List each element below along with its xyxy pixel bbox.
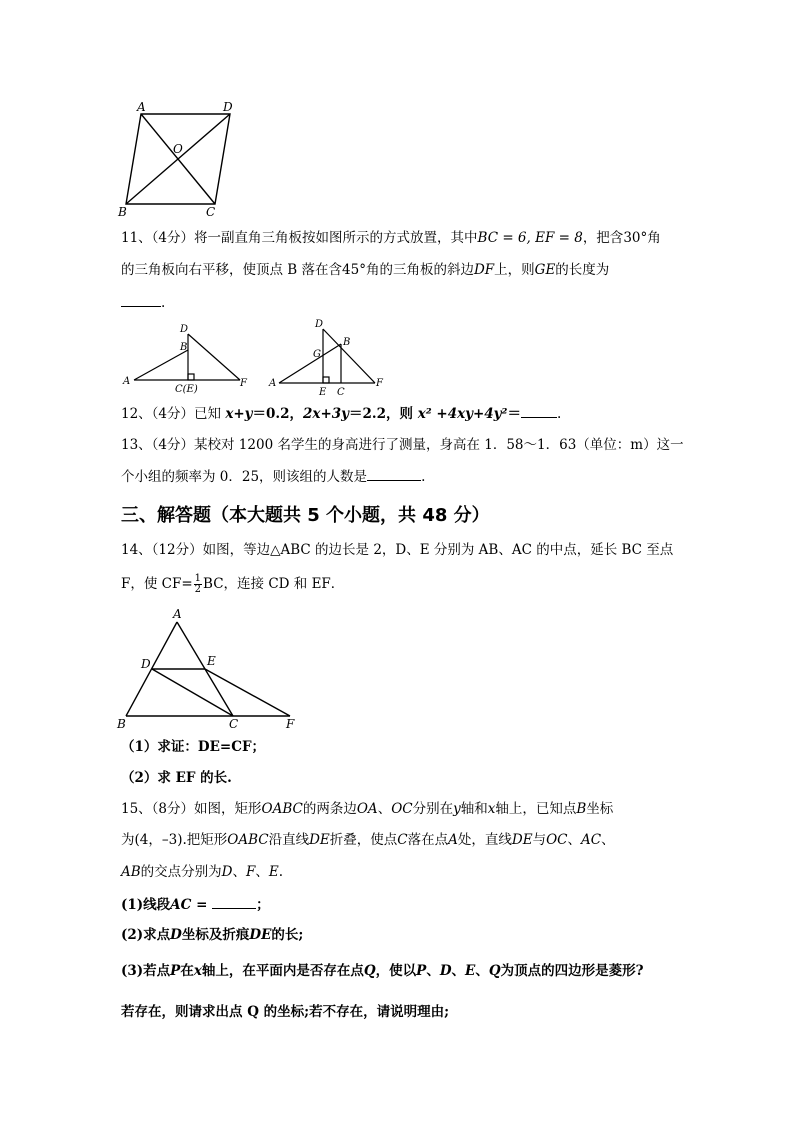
q15-s1-text: (1)线段	[121, 897, 171, 913]
q15-t12: 处，直线	[457, 832, 512, 848]
frac-den: 2	[194, 584, 202, 595]
q14-text-a: F，使 CF=	[121, 576, 193, 592]
q15-s3-t1: (3)若点	[121, 963, 171, 979]
q15-s3-t4: ，使以	[375, 963, 417, 979]
label-O: O	[173, 142, 183, 156]
q15-m6: B	[576, 801, 587, 817]
q15-s3-t5: 、	[426, 963, 440, 979]
q15-t13: 与	[532, 832, 547, 848]
q15-t8: 为(4，–3).把矩形	[121, 832, 228, 848]
q15-m5: x	[487, 801, 496, 817]
q15-t19: .	[278, 864, 284, 880]
q15-s3-m4: P	[416, 963, 427, 979]
q14-sub1: （1）求证：DE=CF；	[121, 739, 266, 755]
q15-t10: 折叠，使点	[329, 832, 398, 848]
q14-line1: 14、（12分）如图，等边△ABC 的边长是 2，D、E 分别为 AB、AC 的中点，延长 BC 至点	[121, 542, 674, 558]
q15-s2-t3: 的长;	[271, 927, 304, 943]
label-D: D	[223, 100, 233, 114]
q15-t6: 轴上，已知点	[495, 801, 577, 817]
frac-num: 1	[194, 573, 202, 584]
q11-math-ge: GE	[534, 262, 556, 278]
q14-sub2: （2）求 EF 的长.	[121, 770, 232, 786]
q15-m16: F	[246, 864, 256, 880]
q15-s3-m6: E	[465, 963, 476, 979]
q15-s2-m1: D	[170, 927, 182, 943]
right-label-G: G	[313, 349, 321, 360]
q11-period: .	[161, 295, 166, 311]
q15-s2-t1: (2)求点	[121, 927, 171, 943]
label-C: C	[206, 205, 216, 219]
q15-t7: 坐标	[586, 801, 614, 817]
section3-heading: 三、解答题（本大题共 5 个小题，共 48 分）	[121, 505, 490, 526]
q15-m8: DE	[309, 832, 330, 848]
q15-m2: OA	[356, 801, 378, 817]
q12-expr1: x+y	[225, 406, 253, 422]
q15-line1	[121, 799, 613, 819]
q14-label-D: D	[141, 657, 151, 671]
q15-t3: 、	[377, 801, 392, 817]
right-label-F: F	[376, 378, 383, 389]
q14-label-C: C	[229, 717, 239, 731]
q15-line3	[121, 862, 283, 882]
q15-s3-m7: Q	[488, 963, 501, 979]
q15-s3-m3: Q	[363, 963, 376, 979]
q15-m7: OABC	[227, 832, 269, 848]
left-label-CE: C(E)	[175, 384, 198, 395]
q15-t15: 、	[601, 832, 615, 848]
q11-text-c: 角	[647, 230, 661, 246]
q13-period: .	[421, 469, 426, 485]
q15-t4: 分别在	[412, 801, 454, 817]
right-label-D: D	[315, 319, 324, 330]
q12-expr3: x² +4xy+4y²	[417, 406, 508, 422]
right-label-E: E	[319, 387, 327, 398]
q15-t9: 沿直线	[268, 832, 310, 848]
q15-m17: E	[268, 864, 279, 880]
q15-s1-eq: =	[191, 897, 213, 913]
left-label-B: B	[180, 342, 188, 353]
q15-t2: 的两条边	[302, 801, 357, 817]
q11-text-g: 的长度为	[555, 262, 610, 278]
q15-line2	[121, 830, 615, 850]
q11-deg45: 45°	[342, 262, 366, 278]
q15-t5: 轴和	[460, 801, 488, 817]
q15-m12: OC	[546, 832, 568, 848]
q15-s3-t2: 在	[180, 963, 194, 979]
q14-label-F: F	[286, 717, 295, 731]
q15-s3-t6: 、	[451, 963, 466, 979]
q15-s3-t3: 轴上，在平面内是否存在点	[201, 963, 364, 979]
q11-text-b: ，把含	[582, 230, 624, 246]
q15-s3-t8: 为顶点的四边形是菱形?	[500, 963, 644, 979]
q15-t17: 、	[232, 864, 246, 880]
q15-m11: DE	[511, 832, 533, 848]
q15-s1-math: AC	[170, 897, 192, 913]
q15-sub3	[121, 961, 644, 981]
q15-m10: A	[448, 832, 458, 848]
q11-deg30: 30°	[623, 230, 648, 246]
q12-text-c: ＝2.2，则	[349, 406, 418, 422]
q15-m3: OC	[391, 801, 413, 817]
q11-text-a: 11、（4分）将一副直角三角板按如图所示的方式放置，其中	[121, 230, 478, 246]
q11-math-df: DF	[473, 262, 495, 278]
q12-expr2: 2x+3y	[303, 406, 350, 422]
q15-answer-blank[interactable]	[212, 894, 256, 909]
q15-s3-m5: D	[439, 963, 452, 979]
q15-t11: 落在点	[407, 832, 449, 848]
q15-m1: OABC	[261, 801, 303, 817]
q15-t16: 的交点分别为	[140, 864, 222, 880]
q15-m14: AB	[121, 864, 141, 880]
label-B: B	[118, 205, 127, 219]
q15-s3-t7: 、	[475, 963, 489, 979]
q11-text-f: 上，则	[494, 262, 535, 278]
q15-s3-m2: x	[193, 963, 202, 979]
q15-m13: AC	[580, 832, 602, 848]
q15-s2-m2: DE	[249, 927, 272, 943]
q14-text-b: BC，连接 CD 和 EF．	[203, 576, 345, 592]
q12-text-d: ＝	[507, 406, 521, 422]
q15-m9: C	[397, 832, 408, 848]
left-label-F: F	[240, 378, 247, 389]
q15-s1-end: ；	[256, 897, 270, 913]
q13-text: 个小组的频率为 0．25，则该组的人数是	[121, 469, 368, 485]
left-label-D: D	[180, 324, 189, 335]
q13-line1: 13、（4分）某校对 1200 名学生的身高进行了测量，身高在 1．58～1．63（单位：m）这一	[121, 437, 684, 453]
q15-sub4: 若存在，则请求出点 Q 的坐标;若不存在，请说明理由;	[121, 1004, 450, 1020]
q12-text-b: ＝0.2，	[252, 406, 304, 422]
q14-label-A: A	[173, 607, 182, 621]
q12-period: .	[556, 406, 562, 422]
q12-text-a: 12、（4分）已知	[121, 406, 226, 422]
right-label-C: C	[337, 387, 345, 398]
q15-t1: 15、（8分）如图，矩形	[121, 801, 262, 817]
right-label-B: B	[343, 337, 351, 348]
q15-sub1	[121, 894, 270, 915]
q11-text-e: 角的三角板的斜边	[365, 262, 474, 278]
q15-t18: 、	[255, 864, 269, 880]
q15-s2-t2: 坐标及折痕	[181, 927, 250, 943]
q15-t14: 、	[567, 832, 581, 848]
label-A: A	[137, 100, 146, 114]
q14-label-E: E	[207, 654, 216, 668]
right-label-A: A	[269, 378, 277, 389]
q15-s3-m1: P	[170, 963, 181, 979]
q11-text-d: 的三角板向右平移，使顶点 B 落在含	[121, 262, 343, 278]
q15-m4: y	[453, 801, 461, 817]
q11-math-bc-ef: BC = 6, EF = 8	[477, 230, 583, 246]
q14-label-B: B	[117, 717, 126, 731]
q15-m15: D	[221, 864, 233, 880]
q15-sub2	[121, 925, 303, 945]
left-label-A: A	[123, 376, 131, 387]
